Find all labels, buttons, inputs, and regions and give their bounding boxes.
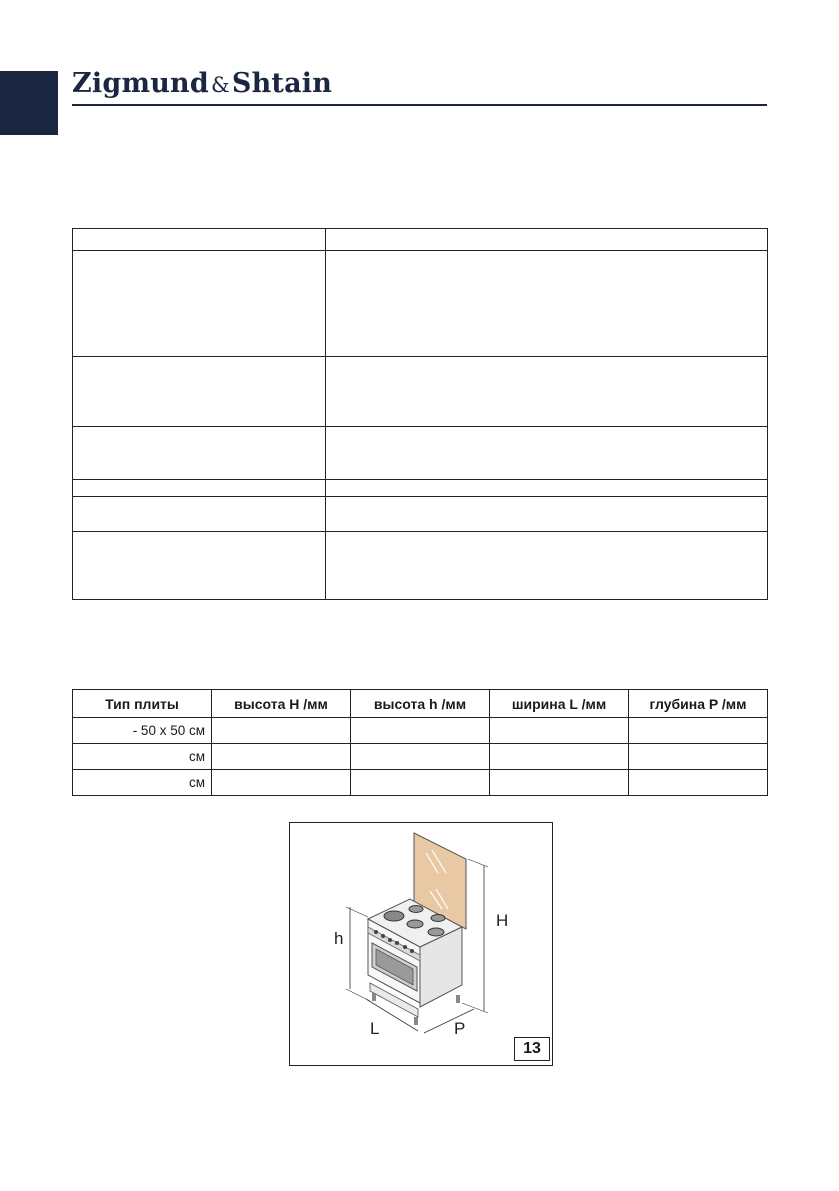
header-height-H: высота H /мм xyxy=(212,690,351,718)
spec-cell-value xyxy=(326,229,768,251)
spec-cell-value xyxy=(326,532,768,600)
header-stove-type: Тип плиты xyxy=(73,690,212,718)
spec-cell-label xyxy=(73,229,326,251)
cell-height-h xyxy=(351,770,490,796)
brand-logo: Zigmund&Shtain xyxy=(72,68,333,99)
spec-cell-value xyxy=(326,480,768,497)
label-width-L: L xyxy=(370,1019,380,1038)
cell-depth-P xyxy=(629,718,768,744)
label-depth-P: P xyxy=(454,1019,466,1038)
cell-stove-type: см xyxy=(73,770,212,796)
header-height-h: высота h /мм xyxy=(351,690,490,718)
cell-height-H xyxy=(212,744,351,770)
spec-cell-label xyxy=(73,357,326,427)
stove-illustration xyxy=(290,823,552,1065)
table-row xyxy=(73,744,768,770)
header-divider xyxy=(72,104,767,106)
spec-cell-value xyxy=(326,427,768,480)
dimensions-header-row xyxy=(73,690,768,718)
label-height-h: h xyxy=(334,929,344,948)
cell-height-H xyxy=(212,718,351,744)
header-depth-P: глубина P /мм xyxy=(629,690,768,718)
spec-cell-value xyxy=(326,497,768,532)
stove-dimensions-figure xyxy=(289,822,553,1066)
label-height-H: H xyxy=(496,911,509,930)
cell-width-L xyxy=(490,744,629,770)
spec-row xyxy=(73,532,768,600)
spec-row xyxy=(73,251,768,357)
cell-height-H xyxy=(212,770,351,796)
spec-row xyxy=(73,229,768,251)
header-width-L: ширина L /мм xyxy=(490,690,629,718)
cell-depth-P xyxy=(629,744,768,770)
dimensions-table xyxy=(72,689,768,796)
cell-width-L xyxy=(490,770,629,796)
cell-height-h xyxy=(351,718,490,744)
figure-number: 13 xyxy=(514,1037,550,1061)
specifications-table xyxy=(72,228,768,600)
spec-cell-label xyxy=(73,427,326,480)
section-tab-marker xyxy=(0,71,58,135)
cell-height-h xyxy=(351,744,490,770)
cell-width-L xyxy=(490,718,629,744)
cell-stove-type: - 50 x 50 см xyxy=(73,718,212,744)
spec-cell-label xyxy=(73,480,326,497)
spec-cell-value xyxy=(326,251,768,357)
table-row xyxy=(73,770,768,796)
cell-stove-type: см xyxy=(73,744,212,770)
spec-cell-label xyxy=(73,497,326,532)
spec-row xyxy=(73,357,768,427)
spec-row xyxy=(73,427,768,480)
spec-row xyxy=(73,480,768,497)
cell-depth-P xyxy=(629,770,768,796)
spec-cell-value xyxy=(326,357,768,427)
spec-row xyxy=(73,497,768,532)
spec-cell-label xyxy=(73,532,326,600)
spec-cell-label xyxy=(73,251,326,357)
table-row xyxy=(73,718,768,744)
